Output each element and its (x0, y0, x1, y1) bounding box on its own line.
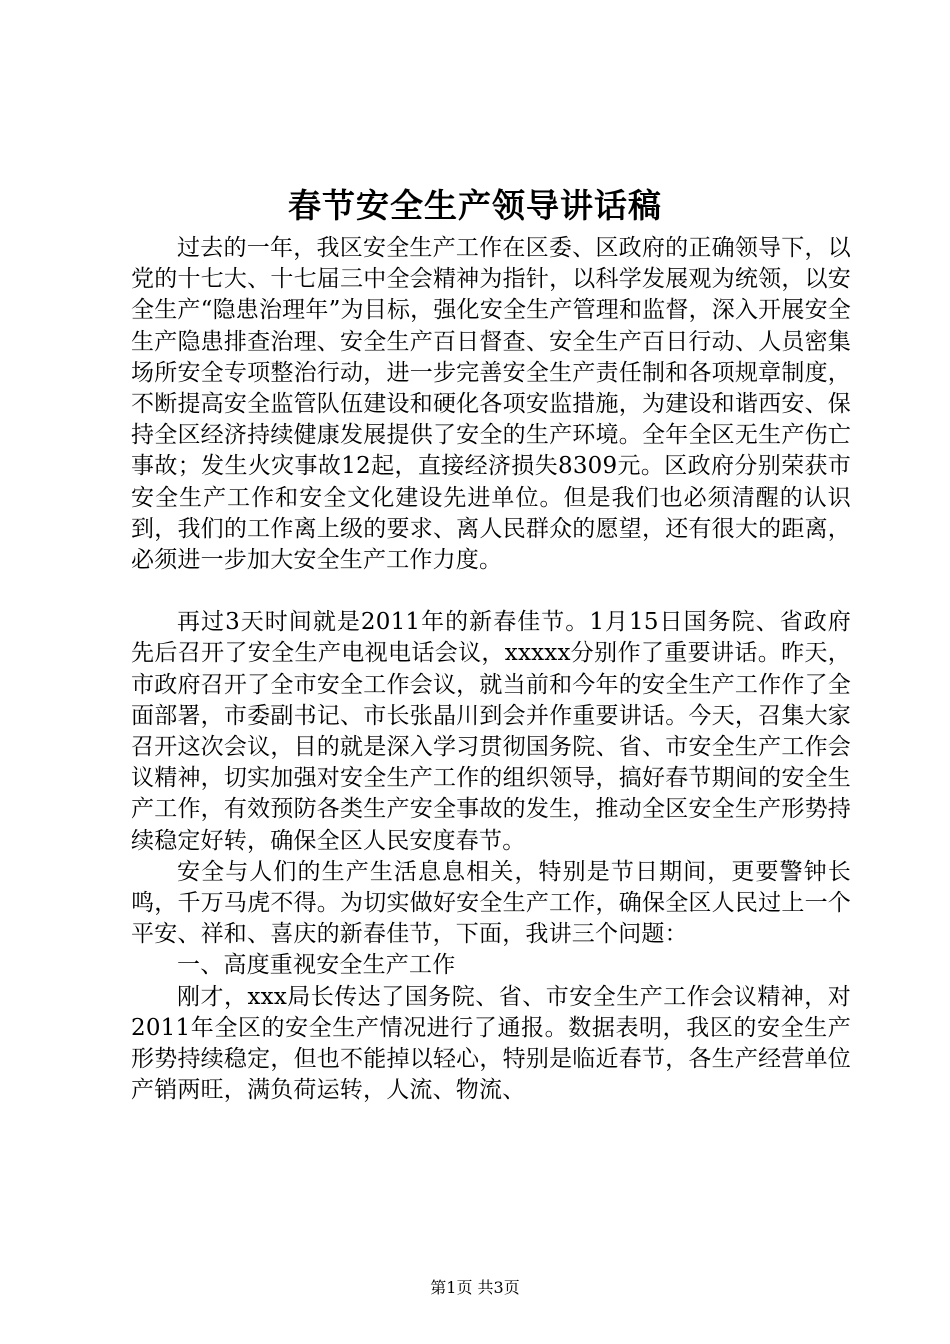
paragraph-introduction: 安全与人们的生产生活息息相关，特别是节日期间，更要警钟长鸣，千万马虎不得。为切实做好安全生产工作，确保全区人民过上一个平安、祥和、喜庆的新春佳节，下面，我讲三个问题： (131, 858, 851, 948)
document-body (131, 233, 851, 1106)
paragraph-situation: 刚才，xxx局长传达了国务院、省、市安全生产工作会议精神，对2011年全区的安全生产情况进行了通报。数据表明，我区的安全生产形势持续稳定，但也不能掉以轻心，特别是临近春节，各生产经营单位产销两旺，满负荷运转，人流、物流、 (131, 983, 851, 1104)
document-title: 春节安全生产领导讲话稿 (288, 186, 662, 225)
paragraph-new-year-meeting: 再过3天时间就是2011年的新春佳节。1月15日国务院、省政府先后召开了安全生产电视电话会议，xxxxx分别作了重要讲话。昨天，市政府召开了全市安全工作会议，就当前和今年的安全生产工作作了全面部署，市委副书记、市长张晶川到会并作重要讲话。今天，召集大家召开这次会议，目的就是深入学习贯彻国务院、省、市安全生产工作会议精神，切实加强对安全生产工作的组织领导，搞好春节期间的安全生产工作，有效预防各类生产安全事故的发生，推动全区安全生产形势持续稳定好转，确保全区人民安度春节。 (131, 609, 851, 854)
page-footer: 第1页 共3页 (430, 1278, 520, 1297)
paragraph-review: 过去的一年，我区安全生产工作在区委、区政府的正确领导下，以党的十七大、十七届三中全会精神为指针，以科学发展观为统领，以安全生产“隐患治理年”为目标，强化安全生产管理和监督，深入开展安全生产隐患排查治理、安全生产百日督查、安全生产百日行动、人员密集场所安全专项整治行动，进一步完善安全生产责任制和各项规章制度，不断提高安全监管队伍建设和硬化各项安监措施，为建设和谐西安、保持全区经济持续健康发展提供了安全的生产环境。全年全区无生产伤亡事故；发生火灾事故12起，直接经济损失8309元。区政府分别荣获市安全生产工作和安全文化建设先进单位。但是我们也必须清醒的认识到，我们的工作离上级的要求、离人民群众的愿望，还有很大的距离，必须进一步加大安全生产工作力度。 (131, 235, 851, 574)
section-heading-one: 一、高度重视安全生产工作 (177, 952, 456, 979)
